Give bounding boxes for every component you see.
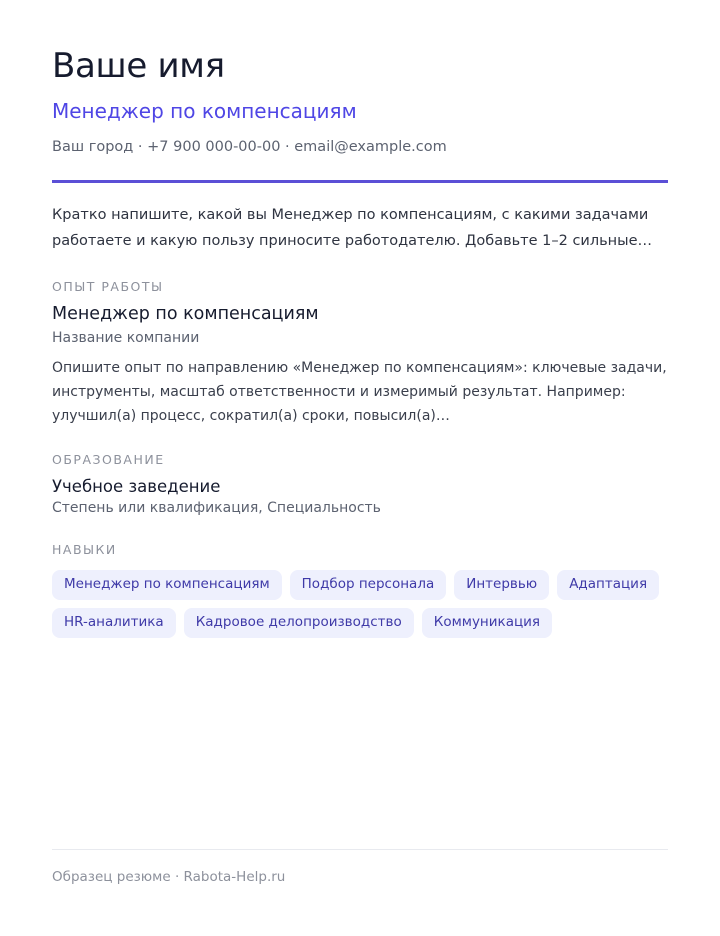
job-description: Опишите опыт по направлению «Менеджер по компенсациям»: ключевые задачи, инструменты, масштаб ответственности и измеримый результат. Например: улучшил(а) процесс, сократил(а) сроки, повысил(а)… (52, 360, 667, 424)
skills-list (52, 570, 668, 638)
skills-heading: НАВЫКИ (52, 542, 117, 557)
skill-chip: Кадровое делопроизводство (184, 608, 414, 638)
target-role: Менеджер по компенсациям (52, 99, 357, 123)
education-institution: Учебное заведение (52, 477, 221, 496)
skill-chip: Адаптация (557, 570, 659, 600)
skill-chip: Подбор персонала (290, 570, 447, 600)
company-name: Название компании (52, 330, 200, 346)
skill-chip: Интервью (454, 570, 549, 600)
candidate-name: Ваше имя (52, 46, 225, 86)
footer-divider (52, 849, 668, 850)
footer-note: Образец резюме · Rabota-Help.ru (52, 869, 286, 885)
education-degree: Степень или квалификация, Специальность (52, 500, 381, 516)
experience-heading: ОПЫТ РАБОТЫ (52, 279, 164, 294)
contact-line: Ваш город · +7 900 000-00-00 · email@example.com (52, 139, 447, 155)
header-divider (52, 180, 668, 183)
skill-chip: Менеджер по компенсациям (52, 570, 282, 600)
summary-text: Кратко напишите, какой вы Менеджер по компенсациям, с какими задачами работаете и какую пользу приносите работодателю. Добавьте 1–2 сильные… (52, 207, 653, 249)
job-title: Менеджер по компенсациям (52, 304, 319, 324)
education-heading: ОБРАЗОВАНИЕ (52, 452, 165, 467)
skill-chip: Коммуникация (422, 608, 552, 638)
skill-chip: HR-аналитика (52, 608, 176, 638)
